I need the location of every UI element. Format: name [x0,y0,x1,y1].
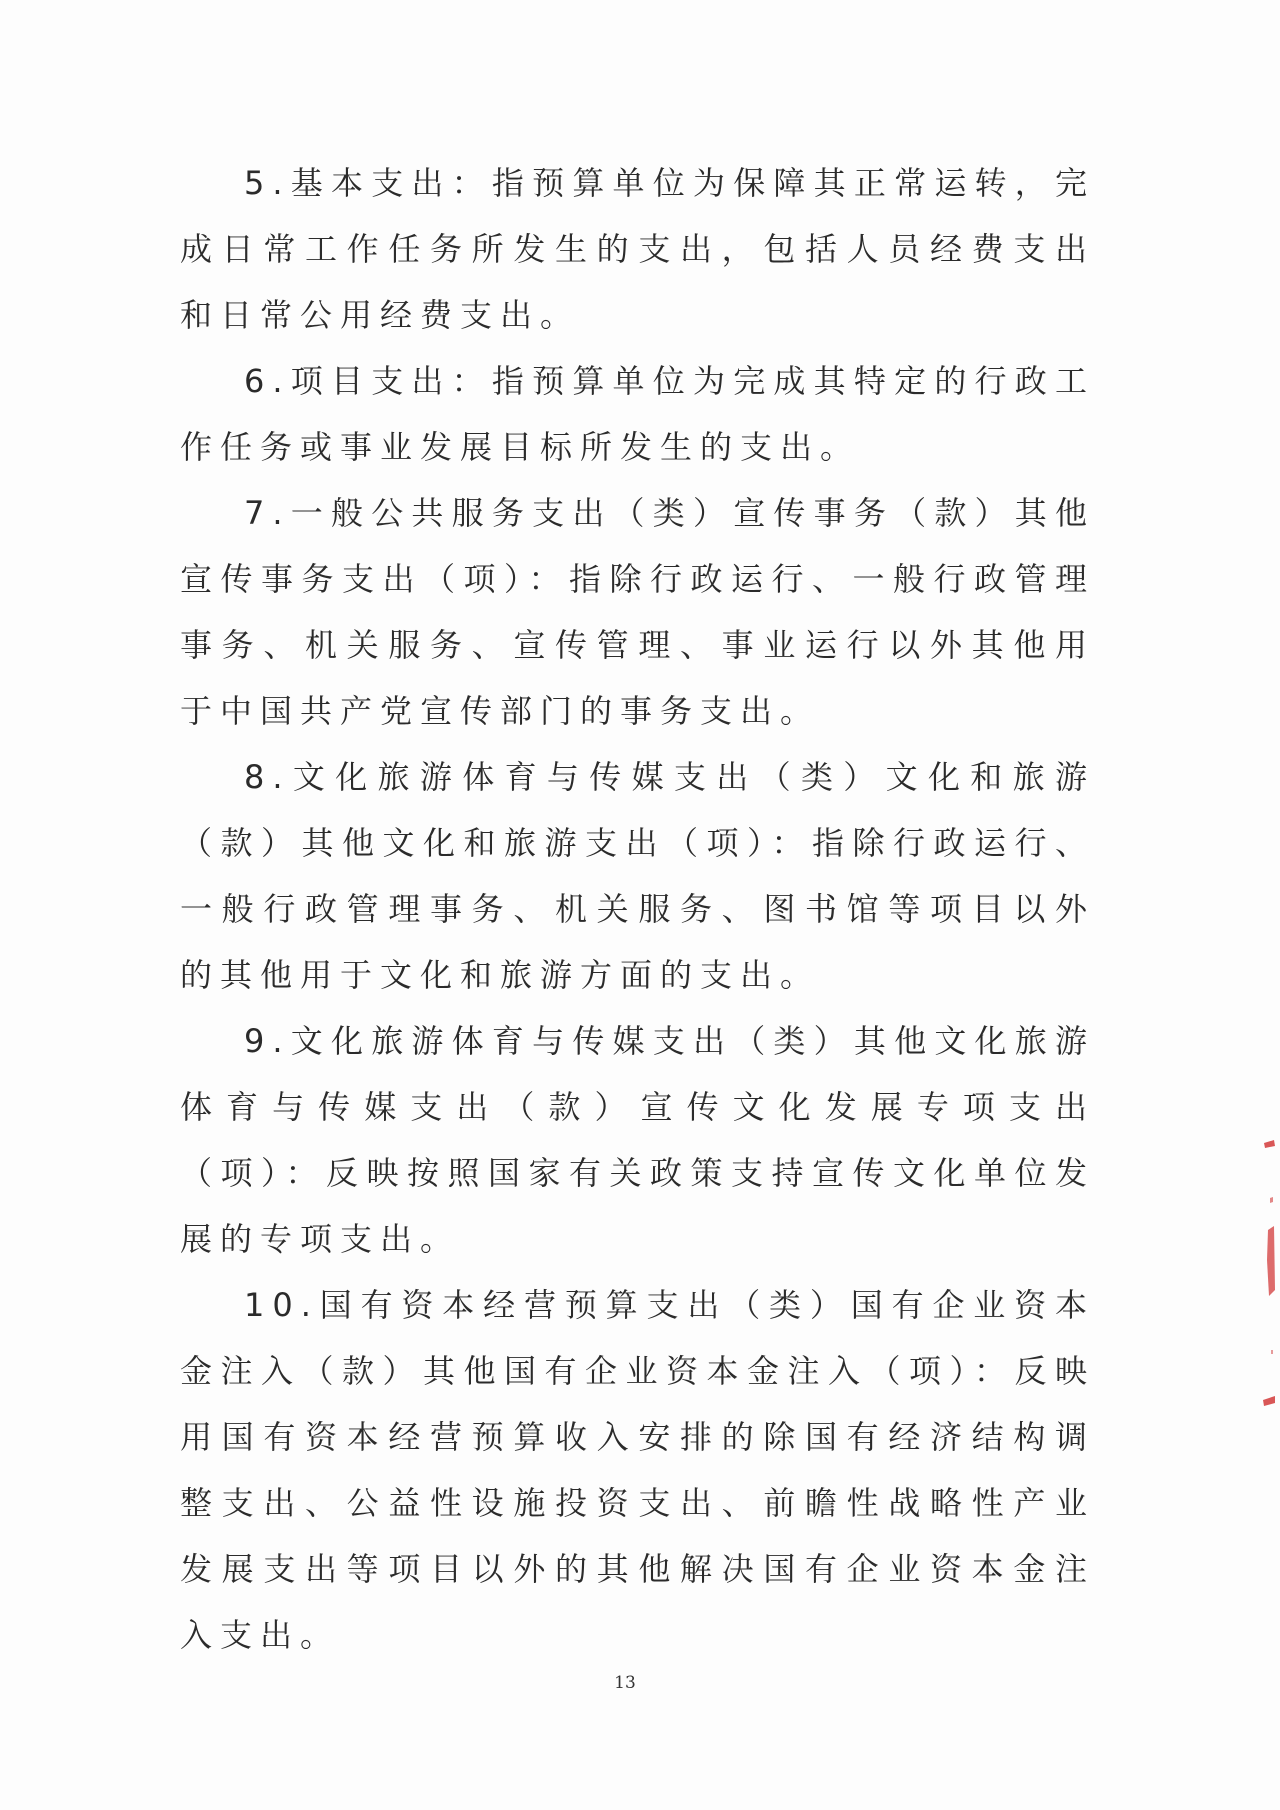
paragraph-publicity-affairs: 7.一般公共服务支出（类）宣传事务（款）其他宣传事务支出（项）：指除行政运行、一般行政管理事务、机关服务、宣传管理、事业运行以外其他用于中国共产党宣传部门的事务支出。 [180,494,1095,730]
document-body [180,150,1095,1668]
paragraph-culture-tourism: 8.文化旅游体育与传媒支出（类）文化和旅游（款）其他文化和旅游支出（项）：指除行政运行、一般行政管理事务、机关服务、图书馆等项目以外的其他用于文化和旅游方面的支出。 [180,758,1095,994]
seal-edge-mark [1262,1140,1276,1410]
page-number: 13 [614,1673,636,1693]
paragraph-basic-expenditure: 5.基本支出：指预算单位为保障其正常运转，完成日常工作任务所发生的支出，包括人员经费支出和日常公用经费支出。 [180,164,1095,334]
paragraph-publicity-culture-special: 9.文化旅游体育与传媒支出（类）其他文化旅游体育与传媒支出（款）宣传文化发展专项支出（项）：反映按照国家有关政策支持宣传文化单位发展的专项支出。 [180,1022,1095,1258]
paragraph-project-expenditure: 6.项目支出：指预算单位为完成其特定的行政工作任务或事业发展目标所发生的支出。 [180,362,1095,466]
paragraph-state-capital: 10.国有资本经营预算支出（类）国有企业资本金注入（款）其他国有企业资本金注入（项）：反映用国有资本经营预算收入安排的除国有经济结构调整支出、公益性设施投资支出、前瞻性战略性产业发展支出等项目以外的其他解决国有企业资本金注入支出。 [180,1286,1095,1654]
